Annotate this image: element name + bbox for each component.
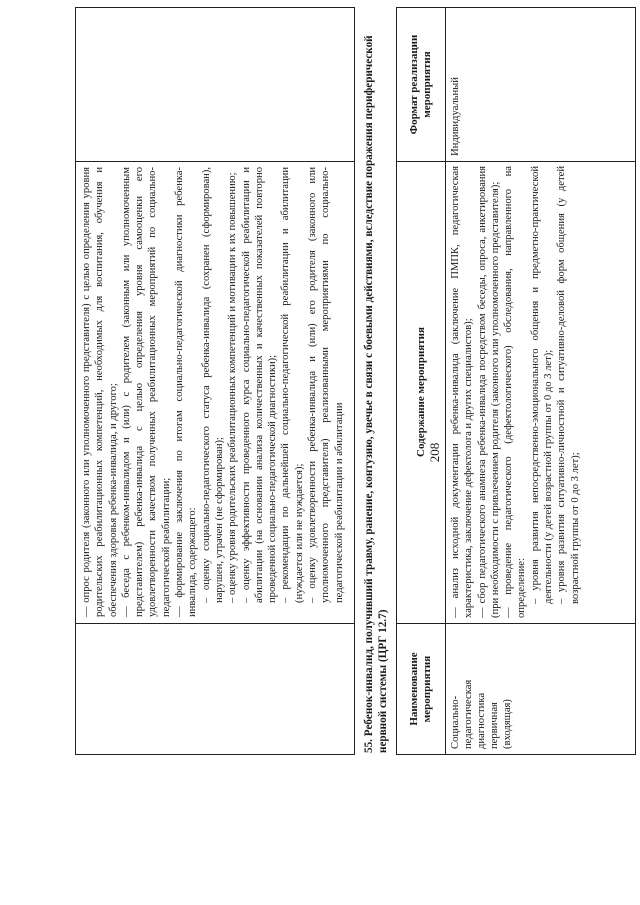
content-item: — беседа с ребенком-инвалидом и (или) с родителем (законным или уполномоченным представителем) ребенка-инвалида с целью определения уровня самооценки его удовлетворенности качеством полученных реабилитационных мероприятий по социально-педагогической реабилитации; <box>120 167 172 617</box>
content-item: — опрос родителя (законного или уполномоченного представителя) с целью определения уровня родительских реабилитационных компетенций, необходимых для воспитания, обучения и обеспечения здоровья ребенка-инвалида, и другого; <box>81 167 119 617</box>
content-item: — сбор педагогического анамнеза ребенка-инвалида посредством беседы, опроса, анкетирования (при необходимости с привлечением родителя (законного или уполномоченного представителя); <box>476 166 501 618</box>
content-sub-item: – оценку уровня родительских реабилитационных компетенций и мотивации к их повышению; <box>227 172 239 603</box>
continuation-table <box>75 7 355 755</box>
format-column <box>397 8 635 162</box>
continuation-name-cell <box>76 623 354 754</box>
measure-name-line: педагогическая <box>463 679 474 749</box>
measure-name-line: Социально- <box>450 695 461 749</box>
measure-name-line: первичная <box>489 702 500 749</box>
format-value: Индивидуальный <box>450 77 461 156</box>
measure-name-cell <box>446 624 635 754</box>
content-sub-item: – уровня развития ситуативно-личностной и ситуативно-деловой форм общения (у детей возрастной группы от 0 до 3 лет); <box>556 166 581 604</box>
measure-name-line: (входящая) <box>502 699 513 749</box>
page-number: 208 <box>427 442 442 463</box>
content-sub-item: – уровня развития непосредственно-эмоционального общения и предметно-практической деятельности (у детей возрастной группы от 0 до 3 лет); <box>529 166 555 604</box>
measures-table <box>396 7 636 755</box>
header-content: Содержание мероприятия <box>414 327 427 457</box>
content-sub-item: – оценку удовлетворенности ребенка-инвалида и (или) его родителя (законного или уполномоченного представителя) реализованными мероприятиями по социально-педагогической реабилитации и абилитации <box>307 167 345 603</box>
continuation-format-cell <box>76 8 354 162</box>
content-sub-item: – рекомендации по дальнейшей социально-педагогической реабилитации и абилитации (нуждается или не нуждается); <box>280 167 305 603</box>
header-format: Формат реализации мероприятия <box>408 34 433 135</box>
name-column <box>397 623 635 754</box>
content-sub-item: – оценку социально-педагогического статуса ребенка-инвалида (сохранен (сформирован), нарушен, утрачен (не сформирован); <box>200 167 225 603</box>
measure-format-cell <box>446 8 635 161</box>
section-title: 55. Ребенок-инвалид, получивший травму, ранение, контузию, увечье в связи с боевыми действиями, вследствие поражения периферической нервной системы (ЦРГ 12.7) <box>363 35 389 753</box>
measure-content-cell <box>446 161 635 623</box>
content-column <box>397 161 635 623</box>
continuation-content-cell <box>76 161 354 623</box>
content-item: — анализ исходной документации ребенка-инвалида (заключение ПМПК, педагогическая характеристика, заключение дефектолога и других специалистов); <box>450 166 475 618</box>
content-item: — проведение педагогического (дефектологического) обследования, направленного на определение: <box>503 166 528 618</box>
content-sub-item: – оценку эффективности проведенного курса социально-педагогической реабилитации и абилитации (на основании анализа количественных и качественных показателей повторно проведенной социально-педагогической диагностики); <box>240 167 279 603</box>
header-name: Наименование мероприятия <box>408 652 433 726</box>
content-item: — формирование заключения по итогам социально-педагогической диагностики ребенка-инвалида, содержащего: <box>174 167 199 617</box>
measure-name-line: диагностика <box>476 692 487 749</box>
